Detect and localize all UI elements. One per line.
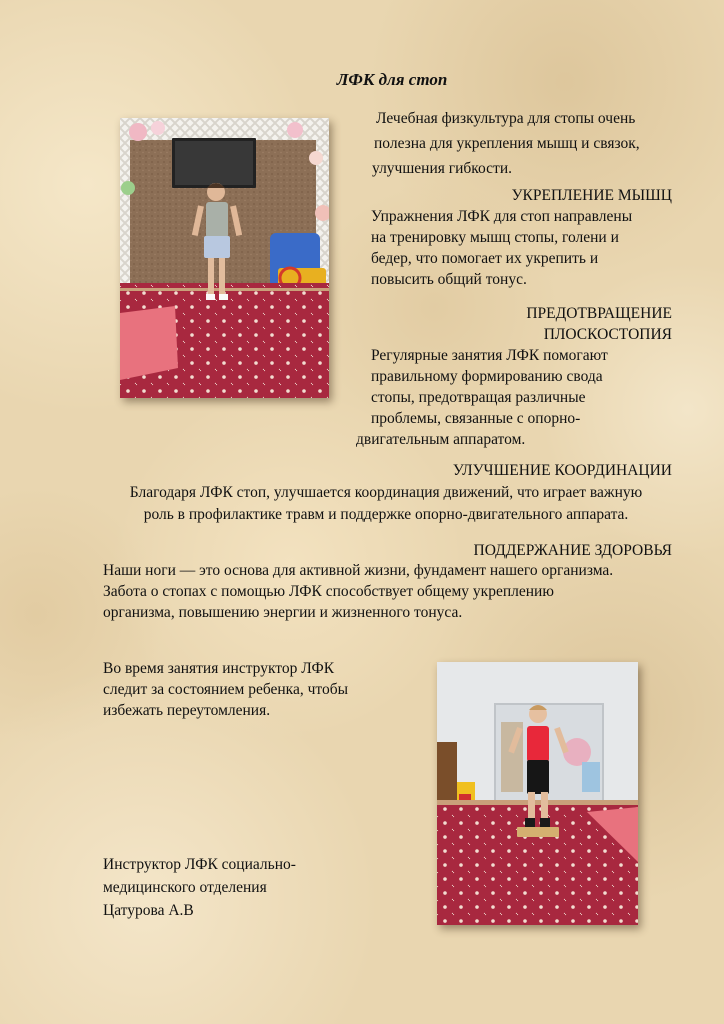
photo-exercise-1 [120,118,329,398]
body-line: двигательным аппаратом. [356,431,526,448]
body-line: Регулярные занятия ЛФК помогают [371,347,608,364]
page-title: ЛФК для стоп [336,70,448,89]
photo-1-image [120,118,329,398]
signature [103,853,403,922]
body-line: Упражнения ЛФК для стоп направлены [371,208,633,225]
heading-line: ПЛОСКОСТОПИЯ [543,326,672,343]
section-heading-health: ПОДДЕРЖАНИЕ ЗДОРОВЬЯ [473,542,672,559]
section-heading-muscles: УКРЕПЛЕНИЕ МЫШЦ [511,187,672,204]
intro-line: полезна для укрепления мышц и связок, [374,135,640,152]
signature-line: медицинского отделения [103,879,267,896]
body-line: Наши ноги — это основа для активной жизни, фундамент нашего организма. [103,562,614,579]
body-line: правильному формированию свода [371,368,603,385]
body-line: повысить общий тонус. [371,271,527,288]
intro-line: улучшения гибкости. [372,160,512,177]
body-line: Благодаря ЛФК стоп, улучшается координация движений, что играет важную [129,484,643,501]
heading-line: ПРЕДОТВРАЩЕНИЕ [526,305,672,322]
body-line: проблемы, связанные с опорно- [371,410,581,427]
photo-exercise-2 [437,662,638,925]
note-line: следит за состоянием ребенка, чтобы [103,681,349,698]
body-line: организма, повышению энергии и жизненного тонуса. [103,604,463,621]
note-line: избежать переутомления. [103,702,271,719]
signature-line: Инструктор ЛФК социально- [103,856,296,873]
section-heading-flatfoot [360,303,672,345]
body-line: бедер, что помогает их укрепить и [371,250,599,267]
intro-text [362,108,692,179]
signature-line: Цатурова А.В [103,902,194,919]
section-body-muscles [371,206,691,290]
instructor-note [103,658,403,721]
section-body-health [103,560,703,623]
intro-line: Лечебная физкультура для стопы очень [376,110,636,127]
section-body-coordination [60,482,712,525]
section-body-flatfoot [356,345,686,450]
section-heading-coordination: УЛУЧШЕНИЕ КООРДИНАЦИИ [452,462,672,479]
body-line: на тренировку мышц стопы, голени и [371,229,619,246]
body-line: Забота о стопах с помощью ЛФК способствует общему укреплению [103,583,554,600]
photo-2-image [437,662,638,925]
note-line: Во время занятия инструктор ЛФК [103,660,335,677]
body-line: стопы, предотвращая различные [371,389,586,406]
body-line: роль в профилактике травм и поддержке опорно-двигательного аппарата. [143,506,629,523]
